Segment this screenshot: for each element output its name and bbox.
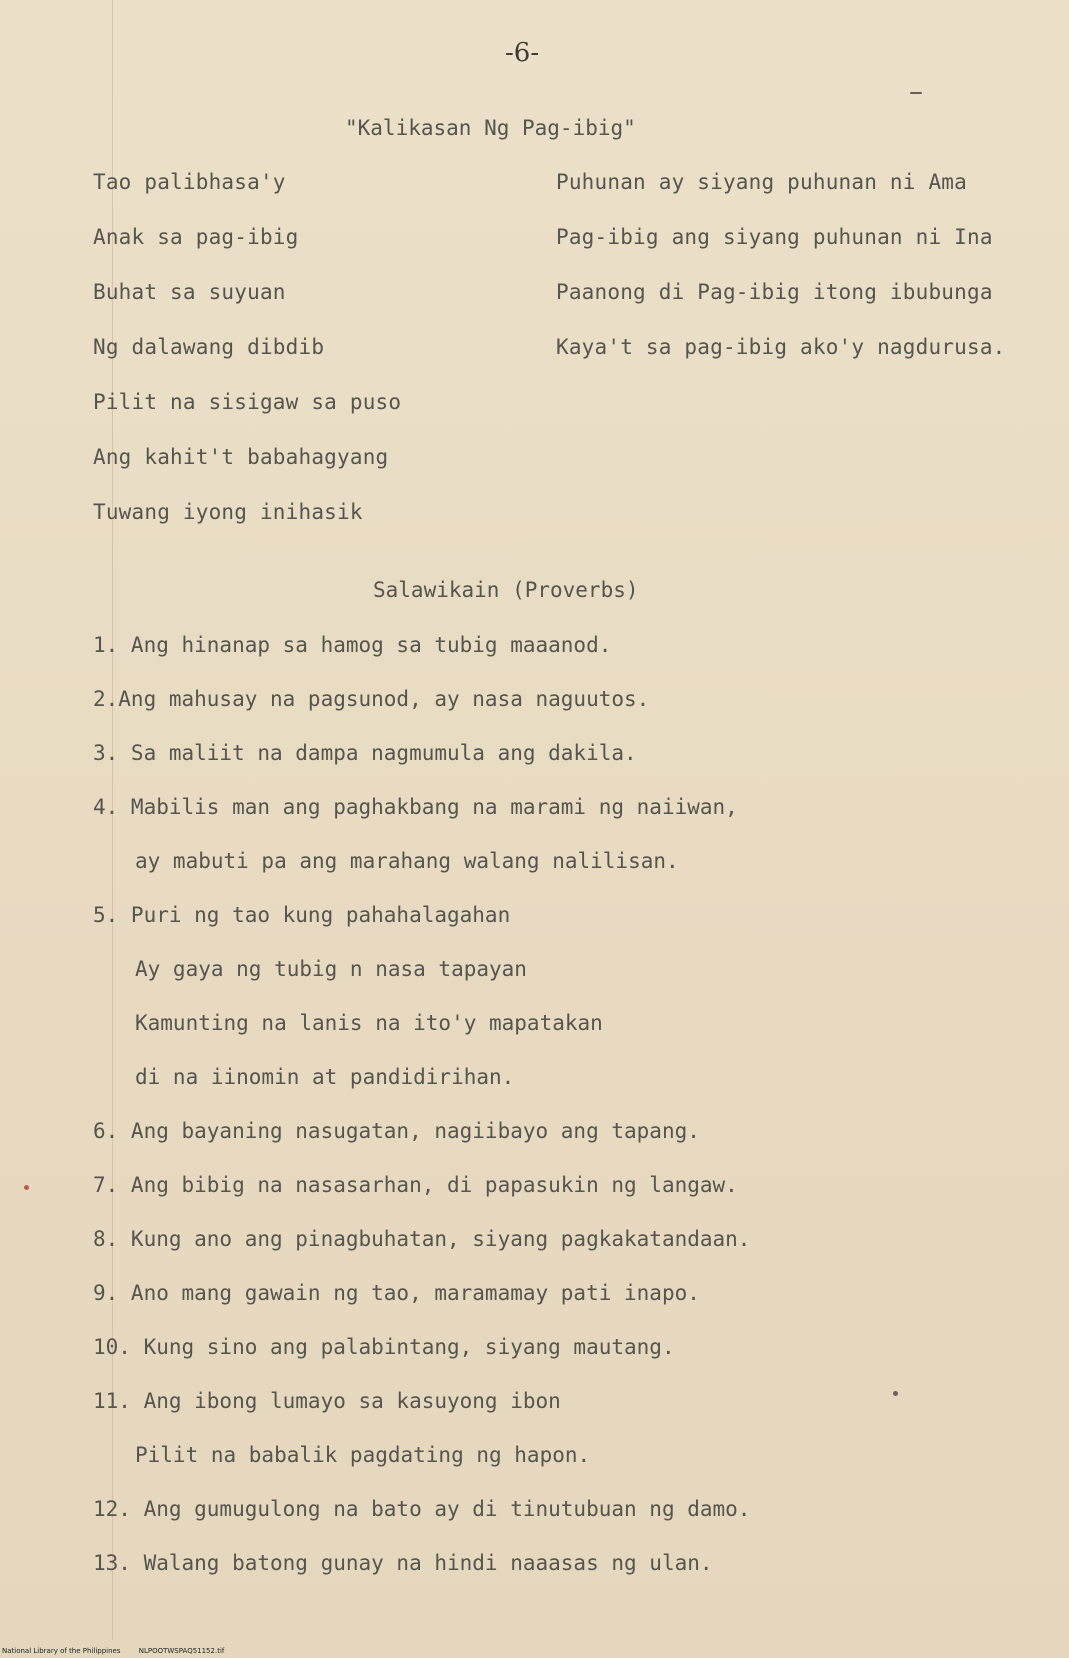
poem-line: Buhat sa suyuan (93, 280, 286, 304)
proverb-line: 2.Ang mahusay na pagsunod, ay nasa naguutos. (93, 687, 650, 711)
proverb-line: 12. Ang gumugulong na bato ay di tinutubuan ng damo. (93, 1497, 751, 1521)
poem-right-column (556, 170, 1036, 390)
proverb-line-continuation: Ay gaya ng tubig n nasa tapayan (135, 957, 527, 981)
proverb-line-continuation: ay mabuti pa ang marahang walang nalilisan. (135, 849, 679, 873)
proverbs-list (93, 633, 993, 1605)
proverb-line: 6. Ang bayaning nasugatan, nagiibayo ang tapang. (93, 1119, 700, 1143)
proverb-line: 7. Ang bibig na nasasarhan, di papasukin ng langaw. (93, 1173, 738, 1197)
ink-speck (910, 92, 922, 94)
poem-line: Ang kahit't babahagyang (93, 445, 389, 469)
proverb-line: 3. Sa maliit na dampa nagmumula ang dakila. (93, 741, 637, 765)
proverb-line: 13. Walang batong gunay na hindi naaasas ng ulan. (93, 1551, 713, 1575)
scan-footer (2, 1647, 240, 1655)
poem-left-column (93, 170, 533, 555)
poem-line: Tao palibhasa'y (93, 170, 286, 194)
poem-line: Pilit na sisigaw sa puso (93, 390, 402, 414)
proverb-line: 11. Ang ibong lumayo sa kasuyong ibon (93, 1389, 561, 1413)
poem-line: Tuwang iyong inihasik (93, 500, 363, 524)
poem-line: Anak sa pag-ibig (93, 225, 299, 249)
proverb-line: 1. Ang hinanap sa hamog sa tubig maaanod. (93, 633, 612, 657)
poem-line: Ng dalawang dibdib (93, 335, 325, 359)
footer-library: National Library of the Philippines (2, 1647, 121, 1655)
ink-speck (24, 1185, 29, 1190)
proverb-line: 4. Mabilis man ang paghakbang na marami ng naiiwan, (93, 795, 738, 819)
page-number: -6- (505, 38, 540, 68)
proverb-line-continuation: Pilit na babalik pagdating ng hapon. (135, 1443, 591, 1467)
proverb-line-continuation: Kamunting na lanis na ito'y mapatakan (135, 1011, 603, 1035)
poem-line: Kaya't sa pag-ibig ako'y nagdurusa. (556, 335, 1006, 359)
poem-line: Puhunan ay siyang puhunan ni Ama (556, 170, 967, 194)
proverb-line: 9. Ano mang gawain ng tao, maramamay pati inapo. (93, 1281, 700, 1305)
footer-filename: NLPOOTWSPAQ51152.tif (138, 1647, 225, 1655)
proverb-line: 5. Puri ng tao kung pahahalagahan (93, 903, 511, 927)
proverb-line: 8. Kung ano ang pinagbuhatan, siyang pagkakatandaan. (93, 1227, 751, 1251)
poem-title: "Kalikasan Ng Pag-ibig" (345, 116, 636, 140)
poem-line: Pag-ibig ang siyang puhunan ni Ina (556, 225, 993, 249)
proverbs-heading: Salawikain (Proverbs) (373, 578, 639, 602)
proverb-line-continuation: di na iinomin at pandidirihan. (135, 1065, 515, 1089)
proverb-line: 10. Kung sino ang palabintang, siyang mautang. (93, 1335, 675, 1359)
ink-speck (893, 1391, 898, 1396)
poem-line: Paanong di Pag-ibig itong ibubunga (556, 280, 993, 304)
